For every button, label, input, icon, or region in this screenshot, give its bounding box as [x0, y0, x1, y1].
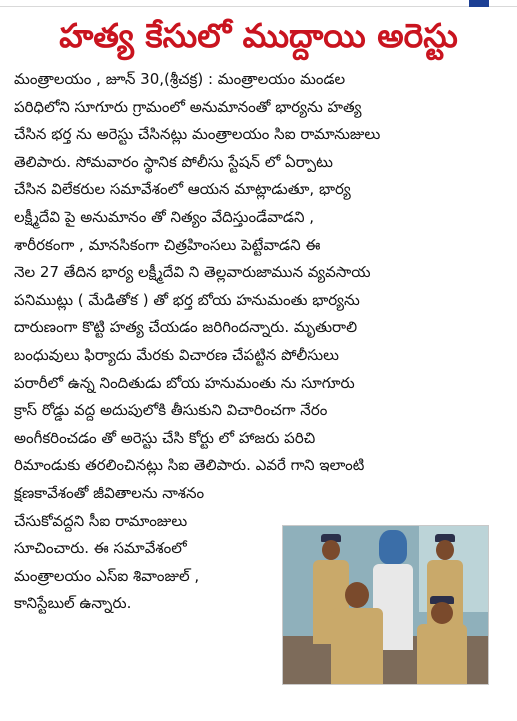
- body-line: అంగీకరించడం తో అరెస్టు చేసి కోర్టు లో హాజరు పరిచి: [14, 428, 316, 447]
- body-line: తెలిపారు. సోమవారం స్థానిక పోలీసు స్టేషన్ లో ఏర్పాటు: [14, 152, 333, 171]
- top-border: [0, 0, 517, 7]
- seated-officer-figure: [415, 596, 469, 684]
- body-line: చేసుకోవద్దని సీఐ రామాంజులు: [14, 511, 188, 530]
- body-line: క్షణకావేశంతో జీవితాలను నాశనం: [14, 483, 205, 502]
- body-line: రిమాండుకు తరలించినట్లు సిఐ తెలిపారు. ఎవరే గాని ఇలాంటి: [14, 456, 365, 475]
- body-line: చేసిన విలేకరుల సమావేశంలో ఆయన మాట్లాడుతూ, భార్య: [14, 180, 351, 199]
- body-line: చేసిన భర్త ను అరెస్టు చేసినట్లు మంత్రాలయం సిఐ రామానుజులు: [14, 125, 381, 144]
- face-cover: [379, 530, 407, 564]
- officer-head: [431, 602, 453, 624]
- body-line: కానిస్టేబుల్ ఉన్నారు.: [14, 594, 132, 613]
- news-photo: [282, 525, 489, 685]
- seated-officer-figure: [329, 582, 385, 684]
- body-line: మంత్రాలయం ఎస్ఐ శివాంజుల్ ,: [14, 566, 200, 585]
- body-line: సూచించారు. ఈ సమావేశంలో: [14, 539, 187, 558]
- article-headline: హత్య కేసులో ముద్దాయి అరెస్టు: [59, 16, 458, 55]
- next-headline-fragment: [0, 697, 517, 721]
- body-line: బంధువులు ఫిర్యాదు మేరకు విచారణ చేపట్టిన పోలీసులు: [14, 345, 339, 364]
- body-line: మంత్రాలయం , జూన్ 30,(శ్రీచక్ర) : మంత్రాలయం మండల: [14, 70, 346, 88]
- body-line: శారీరకంగా , మానసికంగా చిత్రహింసలు పెట్టేవాడని ఈ: [14, 235, 321, 254]
- accent-bar: [469, 0, 489, 7]
- officer-uniform: [331, 608, 383, 684]
- body-line: పరిధిలోని సూగూరు గ్రామంలో అనుమానంతో భార్యను హత్య: [14, 97, 362, 116]
- officer-head: [436, 540, 454, 560]
- body-line: క్రాస్ రోడ్డు వద్ద అదుపులోకి తీసుకుని విచారించగా నేరం: [14, 401, 328, 420]
- body-line: దారుణంగా కొట్టి హత్య చేయడం జరిగిందన్నారు. మృతురాలి: [14, 318, 358, 337]
- body-line: నెల 27 తేదిన భార్య లక్ష్మీదేవి ని తెల్లవారుజామున వ్యవసాయ: [14, 263, 371, 282]
- body-line: పనిముట్లు ( మేడితోక ) తో భర్త బోయ హనుమంతు భార్యను: [14, 290, 360, 309]
- body-line: లక్ష్మీదేవి పై అనుమానం తో నిత్యం వేదిస్తుండేవాడని ,: [14, 207, 315, 226]
- officer-head: [345, 582, 369, 608]
- body-line: పరారీలో ఉన్న నిందితుడు బోయ హనుమంతు ను సూగూరు: [14, 373, 355, 392]
- officer-head: [322, 540, 340, 560]
- officer-uniform: [417, 624, 467, 684]
